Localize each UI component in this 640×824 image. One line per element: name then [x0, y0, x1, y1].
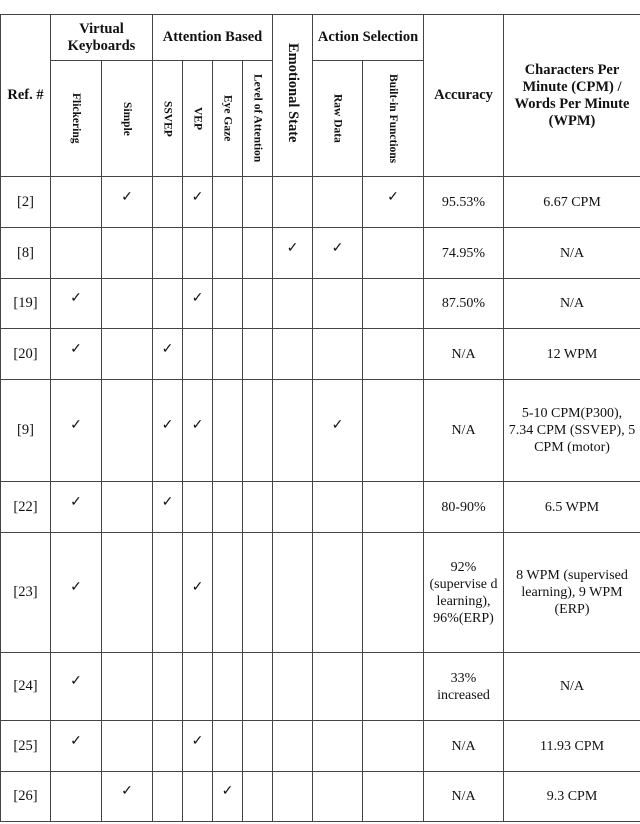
- check-icon: ✓: [331, 240, 344, 256]
- check-icon: ✓: [286, 240, 299, 256]
- cell-ref: [1, 329, 51, 380]
- cell-ref: [1, 482, 51, 533]
- cell-text: N/A: [451, 346, 476, 362]
- cell-built-in-functions: [363, 482, 424, 533]
- cell-level-of-attention: [243, 380, 273, 482]
- cell-text: 6.5 WPM: [544, 499, 600, 515]
- cell-eye-gaze: [213, 279, 243, 329]
- cell-eye-gaze: [213, 177, 243, 228]
- header-emotional-state-label: Emotional State: [285, 43, 301, 143]
- cell-speed: [504, 329, 640, 380]
- cell-flickering: [51, 772, 102, 822]
- subheader-flickering: [51, 61, 102, 177]
- subheader-eye-gaze-label: Eye Gaze: [221, 95, 234, 142]
- header-attention-based: Attention Based: [153, 15, 273, 61]
- check-icon: ✓: [387, 189, 399, 205]
- check-icon: ✓: [70, 418, 82, 433]
- table-row: [1, 329, 640, 380]
- subheader-ssvep: [153, 61, 183, 177]
- cell-speed: [504, 482, 640, 533]
- cell-emotional-state: [273, 721, 313, 772]
- cell-text: [8]: [17, 244, 34, 261]
- cell-text: 8 WPM (supervised learning), 9 WPM (ERP): [516, 568, 628, 617]
- subheader-built-in-functions-label: Built-in Functions: [387, 73, 399, 164]
- check-icon: ✓: [161, 494, 174, 510]
- table-body: [1, 177, 640, 822]
- cell-flickering: [51, 653, 102, 721]
- cell-emotional-state: [273, 279, 313, 329]
- cell-emotional-state: [273, 533, 313, 653]
- cell-ref: [1, 380, 51, 482]
- cell-built-in-functions: [363, 177, 424, 228]
- cell-built-in-functions: [363, 380, 424, 482]
- cell-ref: [1, 279, 51, 329]
- subheader-eye-gaze: [213, 61, 243, 177]
- cell-level-of-attention: [243, 533, 273, 653]
- cell-text: 6.67 CPM: [543, 194, 601, 210]
- cell-vep: [183, 177, 213, 228]
- cell-text: [23]: [13, 584, 38, 600]
- cell-accuracy: [424, 653, 504, 721]
- cell-raw-data: [313, 533, 363, 653]
- cell-text: N/A: [451, 789, 476, 804]
- cell-simple: [102, 228, 153, 279]
- check-icon: ✓: [191, 291, 204, 306]
- cell-eye-gaze: [213, 533, 243, 653]
- table-row: [1, 177, 640, 228]
- header-speed: [504, 15, 640, 177]
- subheader-vep-label: VEP: [191, 107, 204, 130]
- table-row: [1, 653, 640, 721]
- cell-accuracy: [424, 482, 504, 533]
- check-icon: ✓: [331, 418, 344, 433]
- cell-vep: [183, 380, 213, 482]
- cell-accuracy: [424, 228, 504, 279]
- subheader-raw-data: [313, 61, 363, 177]
- cell-speed: [504, 653, 640, 721]
- header-speed-label: Characters Per Minute (CPM) / Words Per Minute (WPM): [514, 61, 630, 129]
- cell-level-of-attention: [243, 279, 273, 329]
- cell-ref: [1, 721, 51, 772]
- cell-level-of-attention: [243, 177, 273, 228]
- cell-simple: [102, 721, 153, 772]
- cell-text: 95.53%: [441, 194, 486, 210]
- check-icon: ✓: [191, 189, 204, 205]
- cell-text: 12 WPM: [546, 346, 598, 362]
- cell-ssvep: [153, 329, 183, 380]
- cell-simple: [102, 482, 153, 533]
- cell-simple: [102, 380, 153, 482]
- cell-emotional-state: [273, 772, 313, 822]
- table-row: [1, 533, 640, 653]
- cell-text: 9.3 CPM: [546, 789, 598, 804]
- cell-speed: [504, 380, 640, 482]
- check-icon: ✓: [191, 418, 204, 433]
- table-row: [1, 772, 640, 822]
- cell-eye-gaze: [213, 380, 243, 482]
- cell-eye-gaze: [213, 482, 243, 533]
- cell-simple: [102, 533, 153, 653]
- cell-vep: [183, 533, 213, 653]
- cell-emotional-state: [273, 653, 313, 721]
- subheader-level-of-attention-label: Level of Attention: [251, 74, 264, 163]
- subheader-simple-label: Simple: [121, 101, 133, 136]
- cell-vep: [183, 772, 213, 822]
- cell-level-of-attention: [243, 228, 273, 279]
- cell-raw-data: [313, 653, 363, 721]
- header-action-selection: Action Selection: [313, 15, 424, 61]
- cell-raw-data: [313, 721, 363, 772]
- cell-accuracy: [424, 177, 504, 228]
- cell-text: [22]: [13, 498, 38, 515]
- cell-text: [26]: [13, 788, 38, 804]
- cell-ssvep: [153, 533, 183, 653]
- cell-accuracy: [424, 329, 504, 380]
- cell-level-of-attention: [243, 329, 273, 380]
- check-icon: ✓: [70, 733, 82, 749]
- cell-flickering: [51, 228, 102, 279]
- cell-accuracy: [424, 772, 504, 822]
- cell-emotional-state: [273, 228, 313, 279]
- cell-emotional-state: [273, 380, 313, 482]
- check-icon: ✓: [121, 189, 133, 205]
- cell-accuracy: [424, 279, 504, 329]
- subheader-simple: [102, 61, 153, 177]
- cell-built-in-functions: [363, 228, 424, 279]
- cell-vep: [183, 329, 213, 380]
- cell-text: 11.93 CPM: [539, 738, 605, 754]
- check-icon: ✓: [161, 418, 174, 433]
- cell-raw-data: [313, 228, 363, 279]
- check-icon: ✓: [221, 784, 234, 799]
- cell-raw-data: [313, 482, 363, 533]
- cell-built-in-functions: [363, 533, 424, 653]
- cell-speed: [504, 721, 640, 772]
- cell-level-of-attention: [243, 482, 273, 533]
- table-header: [1, 15, 640, 177]
- cell-emotional-state: [273, 177, 313, 228]
- cell-flickering: [51, 533, 102, 653]
- cell-speed: [504, 533, 640, 653]
- cell-ref: [1, 177, 51, 228]
- cell-text: N/A: [451, 423, 476, 438]
- cell-simple: [102, 329, 153, 380]
- cell-raw-data: [313, 177, 363, 228]
- cell-text: 92% (supervise d learning), 96%(ERP): [429, 559, 498, 626]
- cell-built-in-functions: [363, 279, 424, 329]
- cell-flickering: [51, 177, 102, 228]
- cell-ssvep: [153, 721, 183, 772]
- cell-text: 87.50%: [441, 296, 486, 311]
- cell-raw-data: [313, 279, 363, 329]
- cell-eye-gaze: [213, 329, 243, 380]
- check-icon: ✓: [70, 580, 82, 595]
- check-icon: ✓: [121, 784, 133, 799]
- header-ref-label: Ref. #: [7, 87, 44, 103]
- check-icon: ✓: [191, 733, 204, 749]
- cell-vep: [183, 279, 213, 329]
- cell-ref: [1, 653, 51, 721]
- check-icon: ✓: [70, 494, 82, 510]
- cell-vep: [183, 228, 213, 279]
- table-row: [1, 721, 640, 772]
- cell-ssvep: [153, 482, 183, 533]
- check-icon: ✓: [70, 341, 82, 357]
- cell-text: 74.95%: [441, 245, 486, 261]
- cell-text: 33% increased: [437, 670, 490, 703]
- check-icon: ✓: [161, 341, 174, 357]
- table-row: [1, 380, 640, 482]
- cell-built-in-functions: [363, 721, 424, 772]
- cell-flickering: [51, 482, 102, 533]
- cell-text: N/A: [559, 679, 585, 694]
- cell-text: N/A: [559, 296, 585, 311]
- header-accuracy: Accuracy: [424, 15, 504, 177]
- cell-text: [24]: [13, 678, 38, 694]
- cell-ssvep: [153, 772, 183, 822]
- table-row: [1, 482, 640, 533]
- cell-eye-gaze: [213, 721, 243, 772]
- subheader-flickering-label: Flickering: [70, 93, 82, 144]
- cell-eye-gaze: [213, 228, 243, 279]
- cell-text: N/A: [451, 738, 476, 754]
- table-row: [1, 228, 640, 279]
- cell-ssvep: [153, 380, 183, 482]
- table-row: [1, 279, 640, 329]
- cell-text: [9]: [17, 422, 34, 438]
- cell-ref: [1, 533, 51, 653]
- subheader-raw-data-label: Raw Data: [331, 94, 344, 143]
- cell-speed: [504, 177, 640, 228]
- cell-text: [20]: [13, 345, 38, 362]
- cell-speed: [504, 279, 640, 329]
- cell-raw-data: [313, 329, 363, 380]
- cell-vep: [183, 653, 213, 721]
- cell-ssvep: [153, 653, 183, 721]
- cell-level-of-attention: [243, 653, 273, 721]
- cell-ref: [1, 772, 51, 822]
- cell-ref: [1, 228, 51, 279]
- cell-ssvep: [153, 177, 183, 228]
- cell-accuracy: [424, 380, 504, 482]
- cell-speed: [504, 772, 640, 822]
- cell-text: 5-10 CPM(P300), 7.34 CPM (SSVEP), 5 CPM (motor): [508, 406, 636, 455]
- cell-emotional-state: [273, 482, 313, 533]
- cell-ssvep: [153, 279, 183, 329]
- cell-eye-gaze: [213, 653, 243, 721]
- comparison-table: [0, 14, 640, 822]
- cell-text: [2]: [17, 193, 34, 210]
- cell-text: N/A: [559, 245, 585, 261]
- cell-ssvep: [153, 228, 183, 279]
- cell-simple: [102, 772, 153, 822]
- cell-text: [25]: [13, 737, 38, 754]
- cell-built-in-functions: [363, 329, 424, 380]
- check-icon: ✓: [70, 674, 82, 689]
- cell-raw-data: [313, 380, 363, 482]
- cell-text: 80-90%: [441, 499, 486, 515]
- cell-accuracy: [424, 533, 504, 653]
- cell-simple: [102, 279, 153, 329]
- subheader-ssvep-label: SSVEP: [161, 100, 174, 137]
- cell-eye-gaze: [213, 772, 243, 822]
- cell-vep: [183, 482, 213, 533]
- subheader-level-of-attention: [243, 61, 273, 177]
- cell-flickering: [51, 380, 102, 482]
- cell-built-in-functions: [363, 653, 424, 721]
- header-ref: [1, 15, 51, 177]
- cell-vep: [183, 721, 213, 772]
- cell-emotional-state: [273, 329, 313, 380]
- cell-simple: [102, 177, 153, 228]
- cell-flickering: [51, 721, 102, 772]
- check-icon: ✓: [70, 291, 82, 306]
- cell-text: [19]: [13, 295, 38, 311]
- cell-accuracy: [424, 721, 504, 772]
- subheader-built-in-functions: [363, 61, 424, 177]
- header-virtual-keyboards: Virtual Keyboards: [51, 15, 153, 61]
- cell-level-of-attention: [243, 721, 273, 772]
- cell-flickering: [51, 329, 102, 380]
- header-emotional-state: [273, 15, 313, 177]
- cell-flickering: [51, 279, 102, 329]
- check-icon: ✓: [191, 580, 204, 595]
- cell-built-in-functions: [363, 772, 424, 822]
- subheader-vep: [183, 61, 213, 177]
- cell-speed: [504, 228, 640, 279]
- cell-raw-data: [313, 772, 363, 822]
- cell-simple: [102, 653, 153, 721]
- cell-level-of-attention: [243, 772, 273, 822]
